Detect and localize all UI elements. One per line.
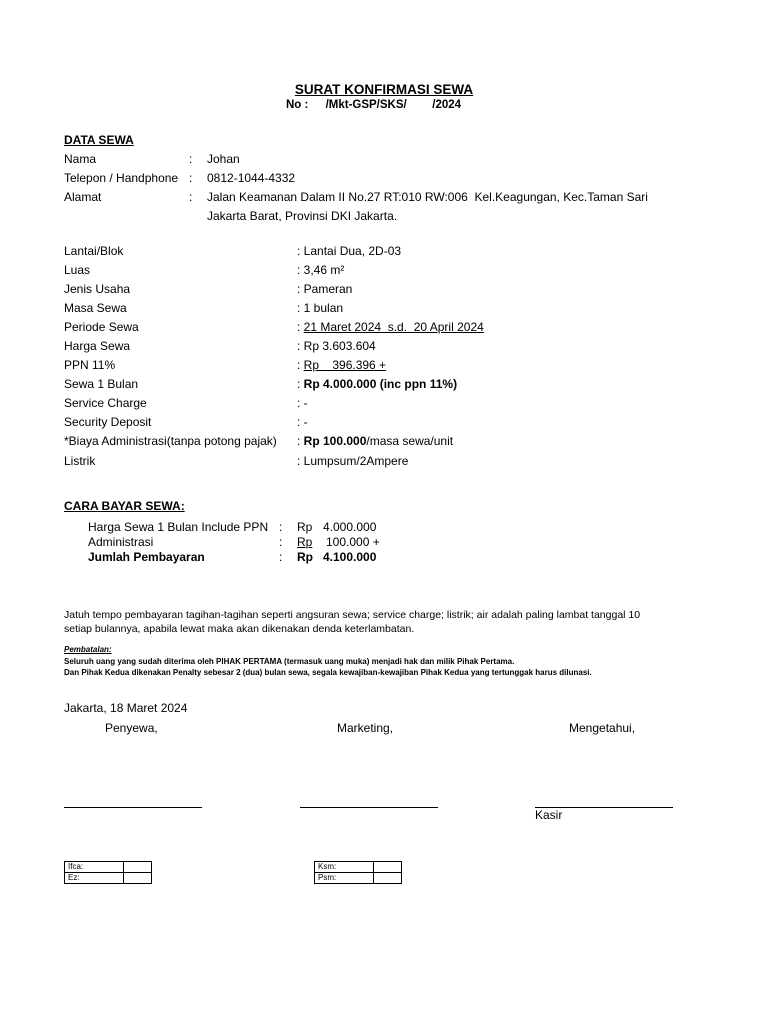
sewa-value: Rp 4.000.000 (inc ppn 11%) bbox=[303, 377, 458, 391]
nama-value: Johan bbox=[207, 152, 240, 166]
cara-bayar-heading: CARA BAYAR SEWA: bbox=[64, 499, 185, 513]
pembatalan-line1: Seluruh uang yang sudah diterima oleh PIHAK PERTAMA (termasuk uang muka) menjadi hak dan milik Pihak Pertama. bbox=[64, 657, 515, 666]
box-right-psm: Psm: bbox=[315, 873, 374, 884]
bayar-sep-administrasi: : bbox=[279, 535, 283, 549]
admin-value-rest: /masa sewa/unit bbox=[366, 434, 454, 448]
signer-kasir: Kasir bbox=[535, 808, 563, 822]
detail-label-service-charge: Service Charge bbox=[64, 396, 147, 410]
detail-value-masa-sewa: : 1 bulan bbox=[297, 301, 344, 315]
nama-sep: : bbox=[189, 152, 193, 166]
bayar-amount-administrasi: 100.000 + bbox=[326, 535, 380, 549]
alamat-value-line1: Jalan Keamanan Dalam II No.27 RT:010 RW:006 Kel.Keagungan, Kec.Taman Sari bbox=[207, 190, 648, 204]
detail-value-listrik: : Lumpsum/2Ampere bbox=[297, 454, 409, 468]
signer-penyewa: Penyewa, bbox=[105, 721, 158, 735]
periode-value: 21 Maret 2024 s.d. 20 April 2024 bbox=[303, 320, 484, 334]
bayar-label-harga-sewa: Harga Sewa 1 Bulan Include PPN bbox=[88, 520, 269, 534]
detail-value-jenis-usaha: : Pameran bbox=[297, 282, 353, 296]
bayar-label-jumlah: Jumlah Pembayaran bbox=[88, 550, 205, 564]
detail-label-biaya-administrasi: *Biaya Administrasi(tanpa potong pajak) bbox=[64, 434, 277, 448]
signer-mengetahui: Mengetahui, bbox=[569, 721, 636, 735]
telepon-label: Telepon / Handphone bbox=[64, 171, 179, 185]
data-sewa-heading: DATA SEWA bbox=[64, 133, 134, 147]
detail-label-ppn: PPN 11% bbox=[64, 358, 116, 372]
alamat-value-line2: Jakarta Barat, Provinsi DKI Jakarta. bbox=[207, 209, 398, 223]
box-right-psm-cell[interactable] bbox=[374, 873, 402, 884]
signature-line-marketing bbox=[300, 807, 438, 808]
detail-label-lantai: Lantai/Blok bbox=[64, 244, 124, 258]
admin-prefix: : bbox=[297, 434, 304, 448]
box-left-ez: Ez: bbox=[65, 873, 124, 884]
detail-label-jenis-usaha: Jenis Usaha bbox=[64, 282, 131, 296]
periode-prefix: : bbox=[297, 320, 304, 334]
bayar-cur-jumlah: Rp bbox=[297, 550, 313, 564]
box-left bbox=[64, 861, 152, 884]
telepon-sep: : bbox=[189, 171, 193, 185]
detail-label-luas: Luas bbox=[64, 263, 91, 277]
detail-value-sewa-1-bulan bbox=[297, 377, 457, 391]
bayar-amount-jumlah: 4.100.000 bbox=[323, 550, 377, 564]
sewa-prefix: : bbox=[297, 377, 304, 391]
bayar-cur-administrasi: Rp bbox=[297, 535, 313, 549]
detail-value-security-deposit: : - bbox=[297, 415, 308, 429]
detail-value-lantai: : Lantai Dua, 2D-03 bbox=[297, 244, 402, 258]
detail-value-service-charge: : - bbox=[297, 396, 308, 410]
admin-value-bold: Rp 100.000 bbox=[303, 434, 367, 448]
bayar-amount-administrasi-row bbox=[297, 535, 390, 549]
alamat-sep: : bbox=[189, 190, 193, 204]
nama-label: Nama bbox=[64, 152, 97, 166]
detail-label-masa-sewa: Masa Sewa bbox=[64, 301, 127, 315]
detail-value-periode-sewa bbox=[297, 320, 484, 334]
notice-line2: setiap bulannya, apabila lewat maka akan dikenakan denda keterlambatan. bbox=[64, 623, 415, 635]
ppn-prefix: : bbox=[297, 358, 304, 372]
bayar-cur-harga-sewa: Rp bbox=[297, 520, 313, 534]
bayar-label-administrasi: Administrasi bbox=[88, 535, 154, 549]
detail-value-biaya-administrasi bbox=[297, 434, 453, 448]
detail-label-sewa-1-bulan: Sewa 1 Bulan bbox=[64, 377, 139, 391]
bayar-amount-harga-sewa: 4.000.000 bbox=[323, 520, 377, 534]
document-number bbox=[286, 99, 461, 111]
box-left-ifca-cell[interactable] bbox=[124, 862, 152, 873]
box-left-ez-cell[interactable] bbox=[124, 873, 152, 884]
box-right-ksm: Ksm: bbox=[315, 862, 374, 873]
box-left-ifca: Ifca: bbox=[65, 862, 124, 873]
bayar-sep-jumlah: : bbox=[279, 550, 283, 564]
ppn-value: Rp 396.396 + bbox=[303, 358, 387, 372]
detail-value-ppn bbox=[297, 358, 386, 372]
number-label: No : bbox=[286, 99, 309, 111]
pembatalan-heading: Pembatalan: bbox=[64, 645, 112, 654]
telepon-value: 0812-1044-4332 bbox=[207, 171, 296, 185]
detail-value-luas: : 3,46 m² bbox=[297, 263, 345, 277]
detail-value-harga-sewa: : Rp 3.603.604 bbox=[297, 339, 376, 353]
signer-marketing: Marketing, bbox=[337, 721, 394, 735]
detail-label-listrik: Listrik bbox=[64, 454, 96, 468]
box-right-ksm-cell[interactable] bbox=[374, 862, 402, 873]
box-right bbox=[314, 861, 402, 884]
detail-label-periode-sewa: Periode Sewa bbox=[64, 320, 139, 334]
number-value: /Mkt-GSP/SKS/ /2024 bbox=[325, 99, 462, 111]
pembatalan-line2: Dan Pihak Kedua dikenakan Penalty sebesar 2 (dua) bulan sewa, segala kewajiban-kewajiban Pihak Kedua yang tertunggak harus dilunasi. bbox=[64, 668, 592, 677]
alamat-label: Alamat bbox=[64, 190, 102, 204]
signature-line-penyewa bbox=[64, 807, 202, 808]
bayar-sep-harga-sewa: : bbox=[279, 520, 283, 534]
detail-label-security-deposit: Security Deposit bbox=[64, 415, 152, 429]
notice-line1: Jatuh tempo pembayaran tagihan-tagihan seperti angsuran sewa; service charge; listrik; air adalah paling lambat tanggal 10 bbox=[64, 609, 641, 621]
document-title: SURAT KONFIRMASI SEWA bbox=[294, 82, 474, 97]
place-date: Jakarta, 18 Maret 2024 bbox=[64, 701, 188, 715]
detail-label-harga-sewa: Harga Sewa bbox=[64, 339, 131, 353]
